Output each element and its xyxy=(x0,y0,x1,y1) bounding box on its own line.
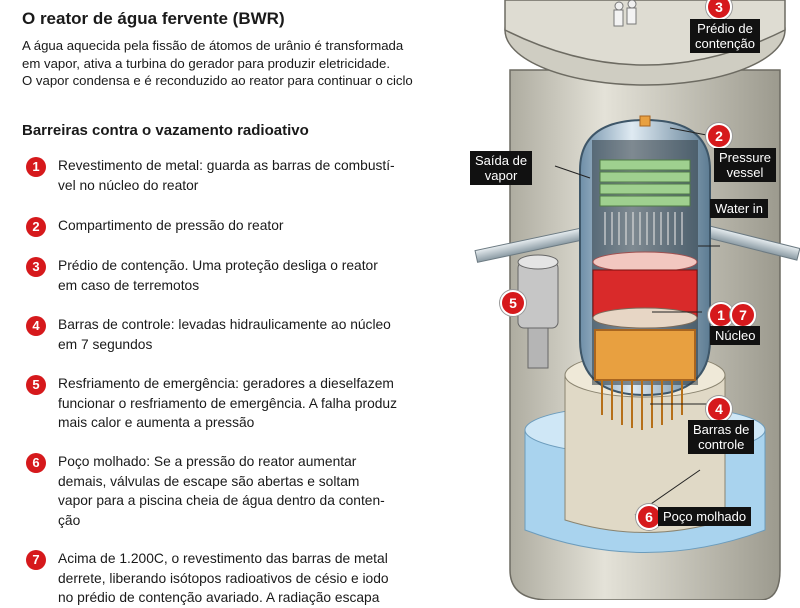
barrier-item-5 xyxy=(22,374,472,433)
number-badge: 6 xyxy=(26,453,46,473)
number-badge: 4 xyxy=(26,316,46,336)
badge-7: 7 xyxy=(730,302,756,328)
barrier-text-line: em 7 segundos xyxy=(58,336,153,352)
number-badge: 3 xyxy=(26,257,46,277)
barrier-text-line: Compartimento de pressão do reator xyxy=(58,218,284,233)
barrier-text-line: Resfriamento de emergência: geradores a dieselfazem xyxy=(58,376,394,391)
emergency-cooling-tank xyxy=(518,262,558,328)
barrier-text-line: Revestimento de metal: guarda as barras de combustí- xyxy=(58,158,395,173)
intro-line: em vapor, ativa a turbina do gerador para produzir eletricidade. xyxy=(22,55,391,71)
number-badge: 1 xyxy=(26,157,46,177)
barrier-text-line: em caso de terremotos xyxy=(58,277,200,293)
label-line: controle xyxy=(698,437,745,452)
reactor-diagram xyxy=(470,0,800,600)
barrier-text-line: Prédio de contenção. Uma proteção desliga o reator xyxy=(58,258,378,273)
barrier-text-line: derrete, liberando isótopos radioativos de césio e iodo xyxy=(58,570,389,586)
steam-out-label xyxy=(470,151,532,185)
intro-line: A água aquecida pela fissão de átomos de urânio é transformada xyxy=(22,38,404,53)
barrier-text-line: ção xyxy=(58,512,81,528)
label-line: Water in xyxy=(715,201,763,216)
badge-2: 2 xyxy=(706,123,732,149)
barrier-text-line: vel no núcleo do reator xyxy=(58,177,199,193)
core-label: Núcleo xyxy=(710,326,760,345)
label-line: Pressure xyxy=(719,150,772,165)
pressure-vessel-label xyxy=(714,148,776,182)
badge-5: 5 xyxy=(500,290,526,316)
badge-3: 3 xyxy=(706,0,732,20)
containment-label xyxy=(690,19,760,53)
barrier-item-7 xyxy=(22,549,472,608)
badge-6: 6 xyxy=(636,504,662,530)
page-title: O reator de água fervente (BWR) xyxy=(22,9,285,28)
barrier-text-line: funcionar o resfriamento de emergência. A falha produz xyxy=(58,395,397,411)
barrier-text-line: vapor para a piscina cheia de água dentro da conten- xyxy=(58,493,385,508)
barrier-text-line: no prédio de contenção avariado. A radiação escapa xyxy=(58,590,380,605)
badge-1: 1 xyxy=(708,302,734,328)
label-line: contenção xyxy=(695,36,755,51)
water-in-label xyxy=(710,199,768,218)
intro-line: O vapor condensa e é reconduzido ao reator para continuar o ciclo xyxy=(22,73,413,88)
number-badge: 5 xyxy=(26,375,46,395)
barrier-text-line: Barras de controle: levadas hidraulicamente ao núcleo xyxy=(58,317,391,332)
barrier-text-line: Poço molhado: Se a pressão do reator aumentar xyxy=(58,454,357,469)
label-line: vapor xyxy=(484,168,518,183)
intro-text xyxy=(22,37,413,90)
core-top-plate xyxy=(593,252,697,272)
label-line: Saída de xyxy=(475,153,528,168)
barrier-text-line: Acima de 1.200C, o revestimento das barras de metal xyxy=(58,551,388,566)
barrier-text-line: mais calor e aumenta a pressão xyxy=(58,415,255,430)
barrier-text-line: demais, válvulas de escape são abertas e soltam xyxy=(58,473,360,489)
label-line: vessel xyxy=(726,165,764,180)
barrier-item-2 xyxy=(22,216,472,236)
barrier-item-3 xyxy=(22,256,472,295)
wetwell-label: Poço molhado xyxy=(658,507,751,526)
badge-4: 4 xyxy=(706,396,732,422)
barrier-item-4 xyxy=(22,315,472,354)
number-badge: 7 xyxy=(26,550,46,570)
barrier-item-6 xyxy=(22,452,472,530)
label-line: Prédio de xyxy=(697,21,753,36)
control-rods-label xyxy=(688,420,754,454)
number-badge: 2 xyxy=(26,217,46,237)
barriers-heading: Barreiras contra o vazamento radioativo xyxy=(22,122,309,139)
label-line: Barras de xyxy=(693,422,750,437)
barrier-item-1 xyxy=(22,156,472,195)
